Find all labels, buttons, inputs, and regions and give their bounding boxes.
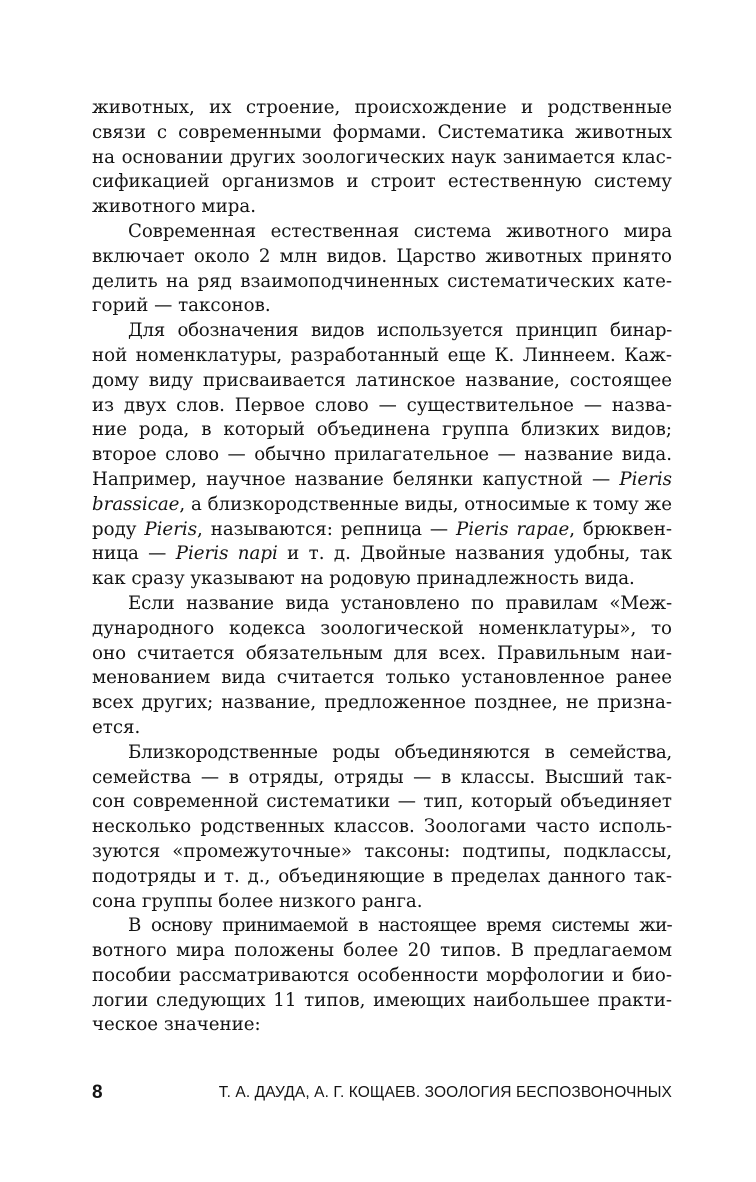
running-head: Т. А. ДАУДА, А. Г. КОЩАЕВ. ЗООЛОГИЯ БЕСПОЗВОНОЧНЫХ [218, 1084, 672, 1101]
paragraph [92, 914, 672, 1038]
text-line: сона группы более низкого ранга. [92, 890, 423, 912]
text-line: ческое значение: [92, 1014, 261, 1036]
text-line: пособии рассматриваются особенности морфологии и био- [92, 964, 672, 986]
text-line: животного мира. [92, 196, 256, 218]
text-line: Близкородственные роды объединяются в семейства, [128, 741, 672, 763]
paragraph [92, 592, 672, 741]
text-line: ется. [92, 716, 141, 738]
latin-name: Pieris rapae [455, 518, 570, 540]
text-line: подотряды и т. д., объединяющие в пределах данного так- [92, 865, 672, 887]
text-line: на основании других зоологических наук занимается клас- [92, 146, 672, 168]
text-line: роду Pieris, называются: репница — Pieris rapae, брюквен- [92, 518, 672, 540]
text-line: ница — Pieris napi и т. д. Двойные названия удобны, так [92, 543, 672, 565]
text-line: животных, их строение, происхождение и родственные [92, 97, 672, 118]
text-line: из двух слов. Первое слово — существительное — назва- [92, 394, 672, 416]
text-line: brassicae, а близкородственные виды, относимые к тому же [92, 493, 672, 515]
text-line: всех других; название, предложенное позднее, не призна- [92, 692, 672, 714]
body-text [92, 96, 672, 1038]
text-line: сон современной систематики — тип, который объединяет [92, 791, 672, 813]
text-line: горий — таксонов. [92, 295, 271, 317]
text-line: оно считается обязательным для всех. Правильным наи- [92, 642, 672, 664]
paragraph [92, 220, 672, 319]
text-line: ние рода, в который объединена группа близких видов; [92, 419, 672, 441]
text-line: семейства — в отряды, отряды — в классы. Высший так- [92, 766, 672, 788]
latin-name: brassicae [92, 493, 180, 515]
text-line: сификацией организмов и строит естественную систему [92, 171, 672, 193]
text-line: вотного мира положены более 20 типов. В предлагаемом [92, 940, 672, 962]
latin-name: Pieris [144, 518, 198, 540]
page-number: 8 [92, 1082, 103, 1103]
page-footer [92, 1082, 672, 1106]
text-line: Для обозначения видов используется принцип бинар- [128, 320, 672, 342]
text-line: делить на ряд взаимоподчиненных систематических кате- [92, 270, 672, 292]
paragraph [92, 96, 672, 220]
text-line: связи с современными формами. Систематика животных [92, 121, 672, 143]
paragraph [92, 319, 672, 592]
text-line: Современная естественная система животного мира [128, 220, 672, 242]
latin-name: Pieris napi [175, 543, 278, 565]
text-line: Если название вида установлено по правилам «Меж- [128, 592, 672, 614]
text-line: дународного кодекса зоологической номенклатуры», то [92, 617, 672, 639]
text-line: логии следующих 11 типов, имеющих наибольшее практи- [92, 989, 672, 1011]
text-line: дому виду присваивается латинское название, состоящее [92, 369, 672, 391]
text-line: как сразу указывают на родовую принадлежность вида. [92, 568, 635, 590]
latin-name: Pieris [619, 468, 672, 490]
page-body [92, 96, 672, 1038]
text-line: В основу принимаемой в настоящее время системы жи- [128, 915, 672, 937]
text-line: несколько родственных классов. Зоологами часто исполь- [92, 816, 672, 838]
paragraph [92, 741, 672, 915]
text-line: Например, научное название белянки капустной — Pieris [92, 468, 672, 490]
text-line: второе слово — обычно прилагательное — название вида. [92, 444, 672, 466]
text-line: включает около 2 млн видов. Царство животных принято [92, 245, 672, 267]
text-line: зуются «промежуточные» таксоны: подтипы, подклассы, [92, 840, 672, 862]
text-line: менованием вида считается только установленное ранее [92, 667, 672, 689]
text-line: ной номенклатуры, разработанный еще К. Линнеем. Каж- [92, 344, 672, 366]
